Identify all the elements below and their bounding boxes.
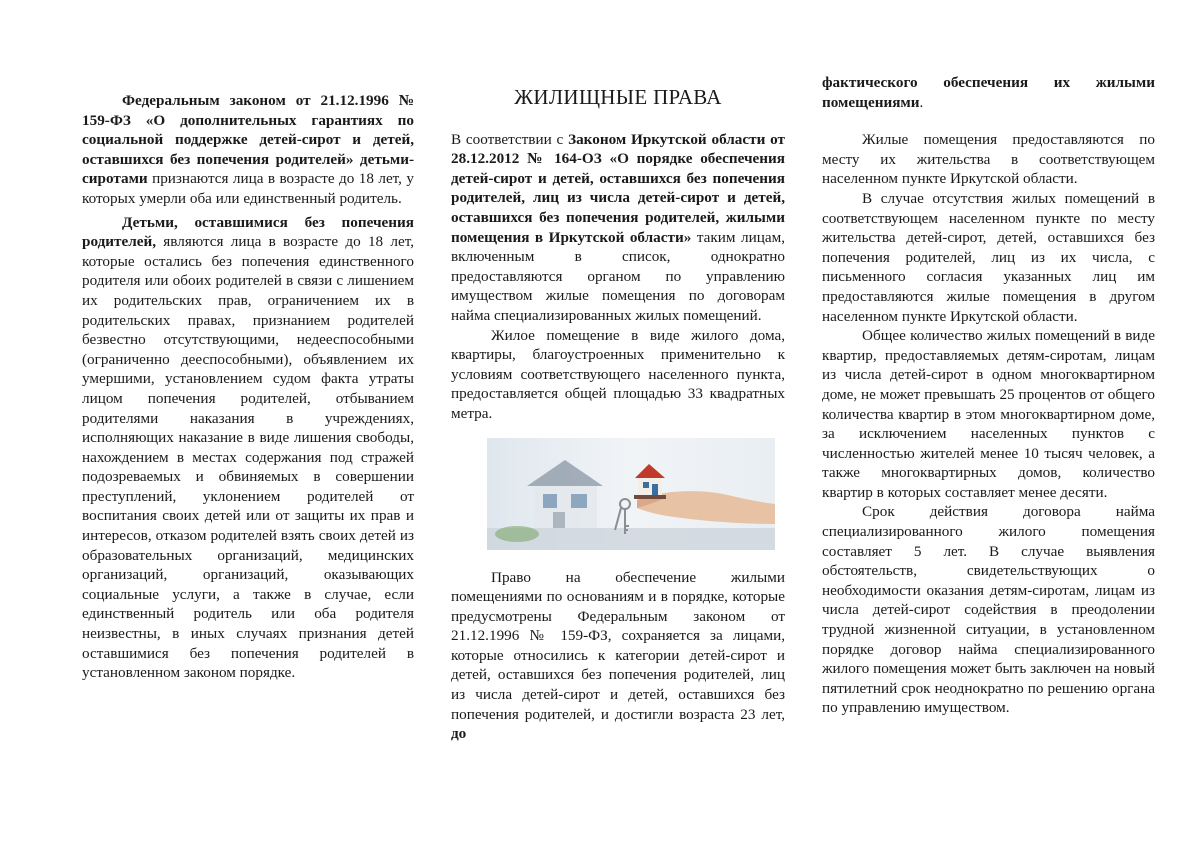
paragraph-right-retention bbox=[451, 568, 785, 744]
paragraph-housing-area: Жилое помещение в виде жилого дома, квартиры, благоустроенных применительно к условиям соответствующего населенного пункта, предоставляется общей площадью 33 квадратных метра. bbox=[451, 326, 785, 422]
paragraph-text: являются лица в возрасте до 18 лет, которые остались без попечения единственного родителя или обоих родителей в связи с лишением их родительских прав, ограничением их в родительских правах, признанием родителей безвестно отсутствующими, недееспособными (ограниченно дееспособными), объявлением их умершими, установлением судом факта утраты лицом попечения родителей, отбыванием родителями наказания в учреждениях, исполняющих наказание в виде лишения свободы, нахождением в местах содержания под стражей подозреваемых и обвиняемых в совершении преступлений, уклонением родителей от воспитания своих детей или от защиты их прав и интересов, отказом родителей взять своих детей из образовательных организаций, медицинских организаций, организаций, оказывающих социальные услуги, а также в случае, если единственный родитель или оба родителя неизвестны, в иных случаях признания детей оставшимися без попечения родителей в установленном законом порядке. bbox=[82, 233, 414, 682]
paragraph-text: В соответствии с bbox=[451, 130, 569, 148]
term-bold: Детьми, оставшимися без попечения родителей, bbox=[82, 213, 414, 251]
bold-continuation: до bbox=[451, 725, 467, 743]
house-keys-image bbox=[487, 438, 775, 550]
bold-continuation: фактического обеспечения их жилыми помещениями bbox=[822, 74, 1155, 111]
law-reference-bold: Федеральным законом от 21.12.1996 № 159-ФЗ «О дополнительных гарантиях по социальной поддержке детей-сирот и детей, оставшихся без попечения родителей» детьми-сиротами bbox=[82, 92, 414, 188]
paragraph-contract-term: Срок действия договора найма специализированного жилого помещения составляет 5 лет. В случае выявления обстоятельств, свидетельствующих о необходимости оказания детям-сиротам, лицам из числа детей-сирот содействия в преодолении трудной жизненной ситуации, в установленном порядке договор найма специализированного жилого помещения может быть заключен на новый пятилетний срок неоднократно по решению органа по управлению имуществом. bbox=[822, 503, 1155, 717]
column-middle bbox=[451, 85, 786, 744]
paragraph-text: . bbox=[919, 93, 924, 111]
paragraph-text: признаются лица в возрасте до 18 лет, у которых умерли оба или единственный родитель. bbox=[82, 170, 414, 207]
law-reference-bold: Законом Иркутской области от 28.12.2012 № 164-ОЗ «О порядке обеспечения детей-сирот и детей, оставшихся без попечения родителей, лиц из числа детей-сирот и детей, оставшихся без попечения родителей, жилыми помещения в Иркутской области» bbox=[451, 130, 785, 246]
paragraph-orphans-definition bbox=[82, 91, 414, 209]
page-title: ЖИЛИЩНЫЕ ПРАВА bbox=[514, 85, 722, 109]
paragraph-place-of-residence: Жилые помещения предоставляются по месту их жительства в соответствующем населенном пункте Иркутской области. bbox=[822, 131, 1155, 188]
paragraph-quota: Общее количество жилых помещений в виде квартир, предоставляемых детям-сиротам, лицам из числа детей-сирот в одном многоквартирном доме, не может превышать 25 процентов от общего количества квартир в этом многоквартирном доме, за исключением населенных пунктов с численностью жителей менее 10 тысяч человек, а также многоквартирных домов, количество квартир в которых составляет менее десяти. bbox=[822, 327, 1155, 501]
paragraph-regional-law bbox=[451, 130, 785, 326]
house-keys-illustration bbox=[487, 438, 775, 550]
paragraph-other-settlement: В случае отсутствия жилых помещений в соответствующем населенном пункте по месту жительства детей-сирот, детей, оставшихся без попечения родителей, лиц из их числа, с письменного согласия указанных лиц им предоставляются жилые помещения в другом населенном пункте Иркутской области. bbox=[822, 189, 1155, 325]
column-left bbox=[82, 91, 414, 683]
paragraph-text: Право на обеспечение жилыми помещениями по основаниям и в порядке, которые предусмотрены Федеральным законом от 21.12.1996 № 159-ФЗ, сохраняется за лицами, которые относились к категории детей-сирот и детей, оставшихся без попечения родителей, лиц из числа детей-сирот и детей, оставшихся без попечения родителей, и достигли возраста 23 лет, bbox=[451, 568, 785, 723]
paragraph-without-care-definition bbox=[82, 213, 414, 683]
paragraph-continuation bbox=[822, 73, 1155, 112]
paragraph-text: таким лицам, включенным в список, однократно предоставляются органом по управлению имуществом жилые помещения по договорам найма специализированных жилых помещений. bbox=[451, 228, 786, 324]
column-right bbox=[822, 73, 1155, 718]
